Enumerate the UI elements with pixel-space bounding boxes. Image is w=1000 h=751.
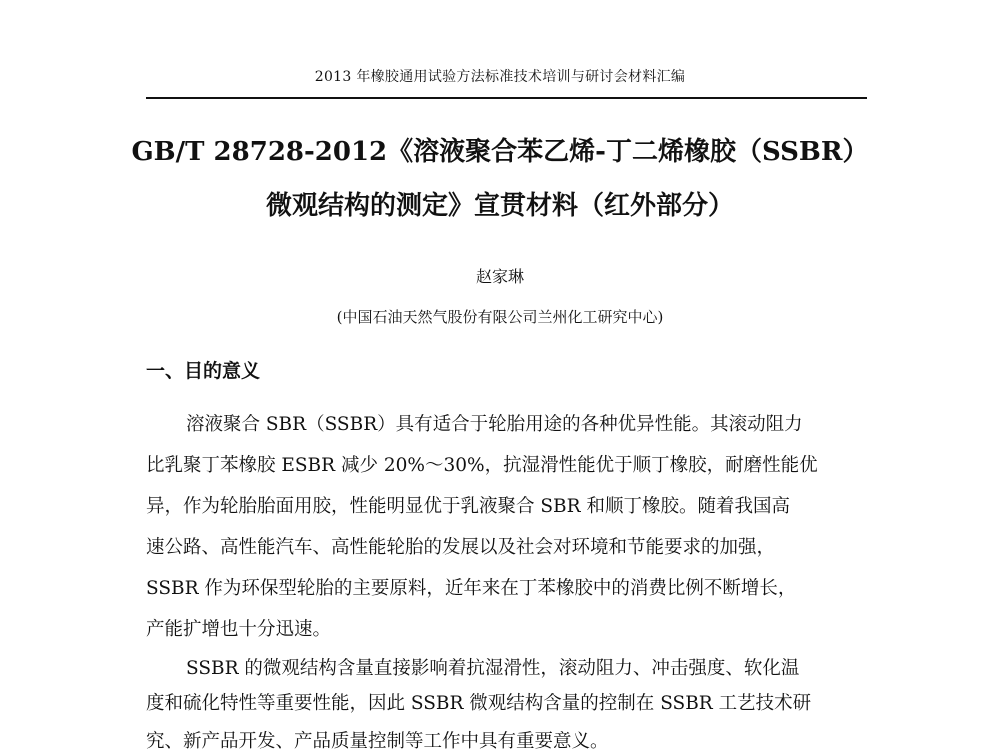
paragraph-line: SSBR 的微观结构含量直接影响着抗湿滑性，滚动阻力、冲击强度、软化温 bbox=[186, 658, 800, 679]
paragraph-line: 溶液聚合 SBR（SSBR）具有适合于轮胎用途的各种优异性能。其滚动阻力 bbox=[186, 414, 803, 435]
running-header: 2013 年橡胶通用试验方法标准技术培训与研讨会材料汇编 bbox=[314, 69, 686, 85]
paragraph-line: 度和硫化特性等重要性能，因此 SSBR 微观结构含量的控制在 SSBR 工艺技术研 bbox=[146, 693, 812, 714]
document-title-line-2: 微观结构的测定》宣贯材料（红外部分） bbox=[265, 191, 734, 221]
paragraph-line: 速公路、高性能汽车、高性能轮胎的发展以及社会对环境和节能要求的加强， bbox=[146, 537, 776, 558]
paragraph-line: 产能扩增也十分迅速。 bbox=[146, 619, 332, 640]
section-heading: 一、目的意义 bbox=[146, 360, 261, 382]
author-name: 赵家琳 bbox=[475, 267, 524, 286]
document-title-line-1: GB/T 28728-2012《溶液聚合苯乙烯-丁二烯橡胶（SSBR） bbox=[131, 137, 869, 167]
paragraph-line: 比乳聚丁苯橡胶 ESBR 减少 20%～30%，抗湿滑性能优于顺丁橡胶，耐磨性能优 bbox=[146, 455, 818, 476]
paragraph-line: 异，作为轮胎胎面用胶，性能明显优于乳液聚合 SBR 和顺丁橡胶。随着我国高 bbox=[146, 496, 790, 517]
header-divider bbox=[146, 97, 867, 99]
author-affiliation: (中国石油天然气股份有限公司兰州化工研究中心) bbox=[336, 308, 664, 326]
paragraph-line: 究、新产品开发、产品质量控制等工作中具有重要意义。 bbox=[146, 731, 609, 751]
paragraph-line: SSBR 作为环保型轮胎的主要原料，近年来在丁苯橡胶中的消费比例不断增长， bbox=[146, 578, 797, 599]
